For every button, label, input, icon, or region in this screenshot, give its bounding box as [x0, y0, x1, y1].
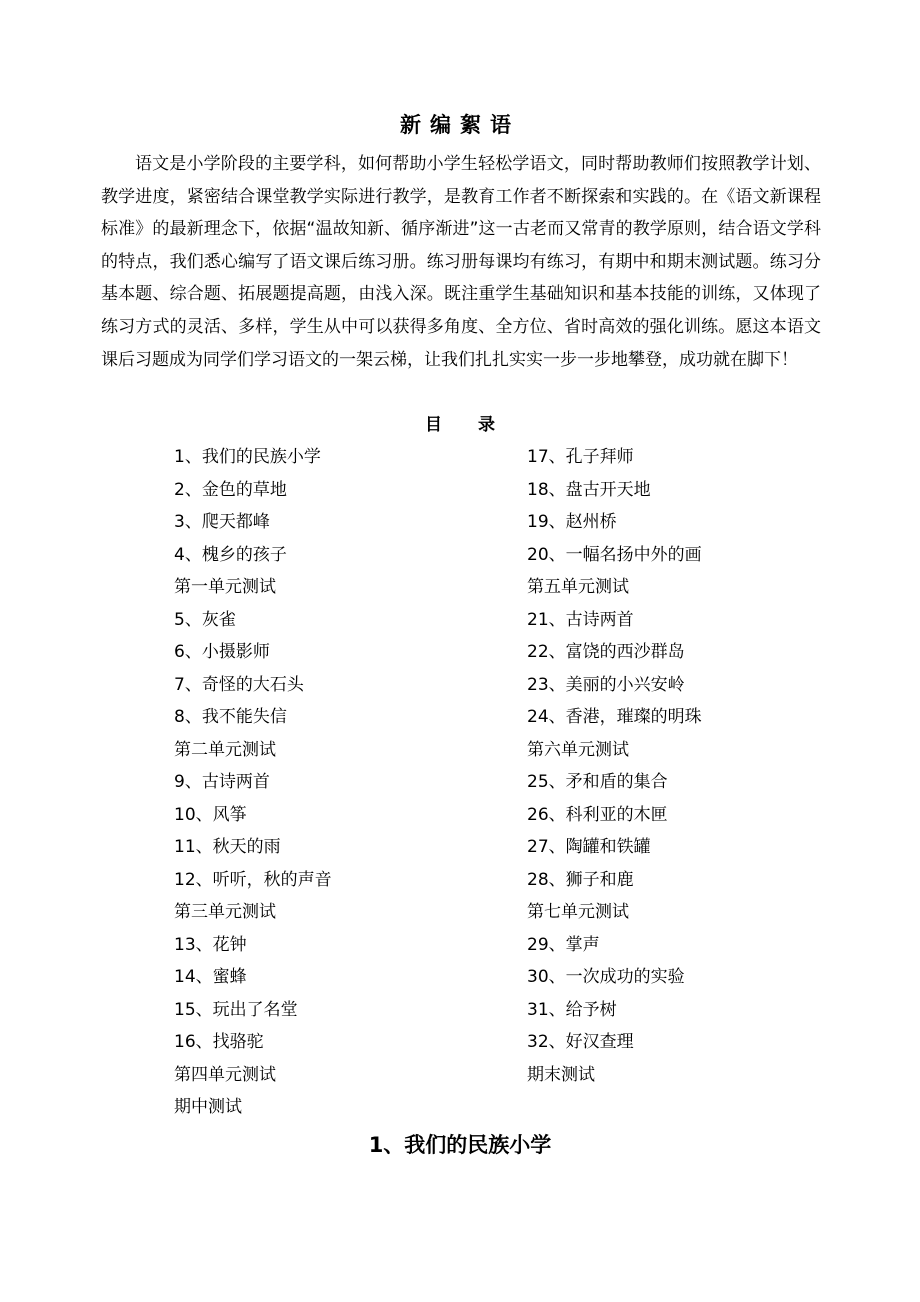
- toc-item: 20、一幅名扬中外的画: [527, 544, 702, 565]
- toc-item: 27、陶罐和铁罐: [527, 837, 651, 857]
- toc-item: 第一单元测试: [174, 577, 276, 597]
- toc-item: 16、找骆驼: [174, 1032, 264, 1052]
- preface-paragraph: 语文是小学阶段的主要学科，如何帮助小学生轻松学语文，同时帮助教师们按照教学计划、教学进度，紧密结合课堂教学实际进行教学，是教育工作者不断探索和实践的。在《语文新课程标准》的最新理念下，依据“温故知新、循序渐进”这一古老而又常青的教学原则，结合语文学科的特点，我们悉心编写了语文课后练习册。练习册每课均有练习，有期中和期末测试题。练习分基本题、综合题、拓展题提高题，由浅入深。既注重学生基础知识和基本技能的训练，又体现了练习方式的灵活、多样，学生从中可以获得多角度、全方位、省时高效的强化训练。愿这本语文课后习题成为同学们学习语文的一架云梯，让我们扎扎实实一步一步地攀登，成功就在脚下！: [101, 154, 821, 370]
- toc-item: 4、槐乡的孩子: [174, 544, 287, 565]
- toc-item: 9、古诗两首: [174, 772, 270, 792]
- toc-item: 第三单元测试: [174, 902, 276, 922]
- preface-title: 新编絮语: [400, 113, 520, 137]
- toc-item: 1、我们的民族小学: [174, 447, 321, 467]
- toc-item: 第四单元测试: [174, 1064, 276, 1085]
- toc-item: 10、风筝: [174, 804, 247, 825]
- lesson-heading: 1、我们的民族小学: [368, 1133, 552, 1157]
- toc-item: 23、美丽的小兴安岭: [527, 674, 685, 695]
- toc-right-column: [527, 441, 702, 1091]
- toc-item: 14、蜜蜂: [174, 967, 247, 987]
- toc-item: 19、赵州桥: [527, 512, 617, 532]
- toc-item: 5、灰雀: [174, 609, 236, 630]
- toc-item: 期中测试: [174, 1097, 242, 1117]
- toc-item: 24、香港，璀璨的明珠: [527, 707, 702, 727]
- toc-item: 28、狮子和鹿: [527, 869, 634, 890]
- toc-item: 12、听听，秋的声音: [174, 869, 332, 890]
- toc-item: 6、小摄影师: [174, 642, 270, 662]
- toc-item: 11、秋天的雨: [174, 837, 281, 857]
- toc-item: 29、掌声: [527, 934, 600, 955]
- toc-item: 第二单元测试: [174, 739, 276, 760]
- toc-item: 32、好汉查理: [527, 1032, 634, 1052]
- toc-item: 2、金色的草地: [174, 479, 287, 500]
- toc-item: 22、富饶的西沙群岛: [527, 642, 685, 662]
- toc-item: 期末测试: [527, 1064, 595, 1085]
- toc-item: 7、奇怪的大石头: [174, 674, 304, 695]
- toc-item: 26、科利亚的木匣: [527, 804, 668, 825]
- toc-item: 18、盘古开天地: [527, 479, 651, 500]
- toc-item: 31、给予树: [527, 999, 617, 1020]
- toc-item: 17、孔子拜师: [527, 447, 634, 467]
- toc-item: 3、爬天都峰: [174, 512, 270, 532]
- toc-item: 13、花钟: [174, 934, 247, 955]
- toc-item: 30、一次成功的实验: [527, 967, 685, 987]
- toc-item: 15、玩出了名堂: [174, 999, 298, 1020]
- toc-item: 第五单元测试: [527, 577, 629, 597]
- toc-heading: 目录: [425, 415, 531, 435]
- toc-item: 8、我不能失信: [174, 707, 287, 727]
- toc-item: 第六单元测试: [527, 739, 629, 760]
- toc-item: 21、古诗两首: [527, 609, 634, 630]
- toc-left-column: [174, 441, 332, 1124]
- toc-item: 第七单元测试: [527, 902, 629, 922]
- toc-item: 25、矛和盾的集合: [527, 772, 668, 792]
